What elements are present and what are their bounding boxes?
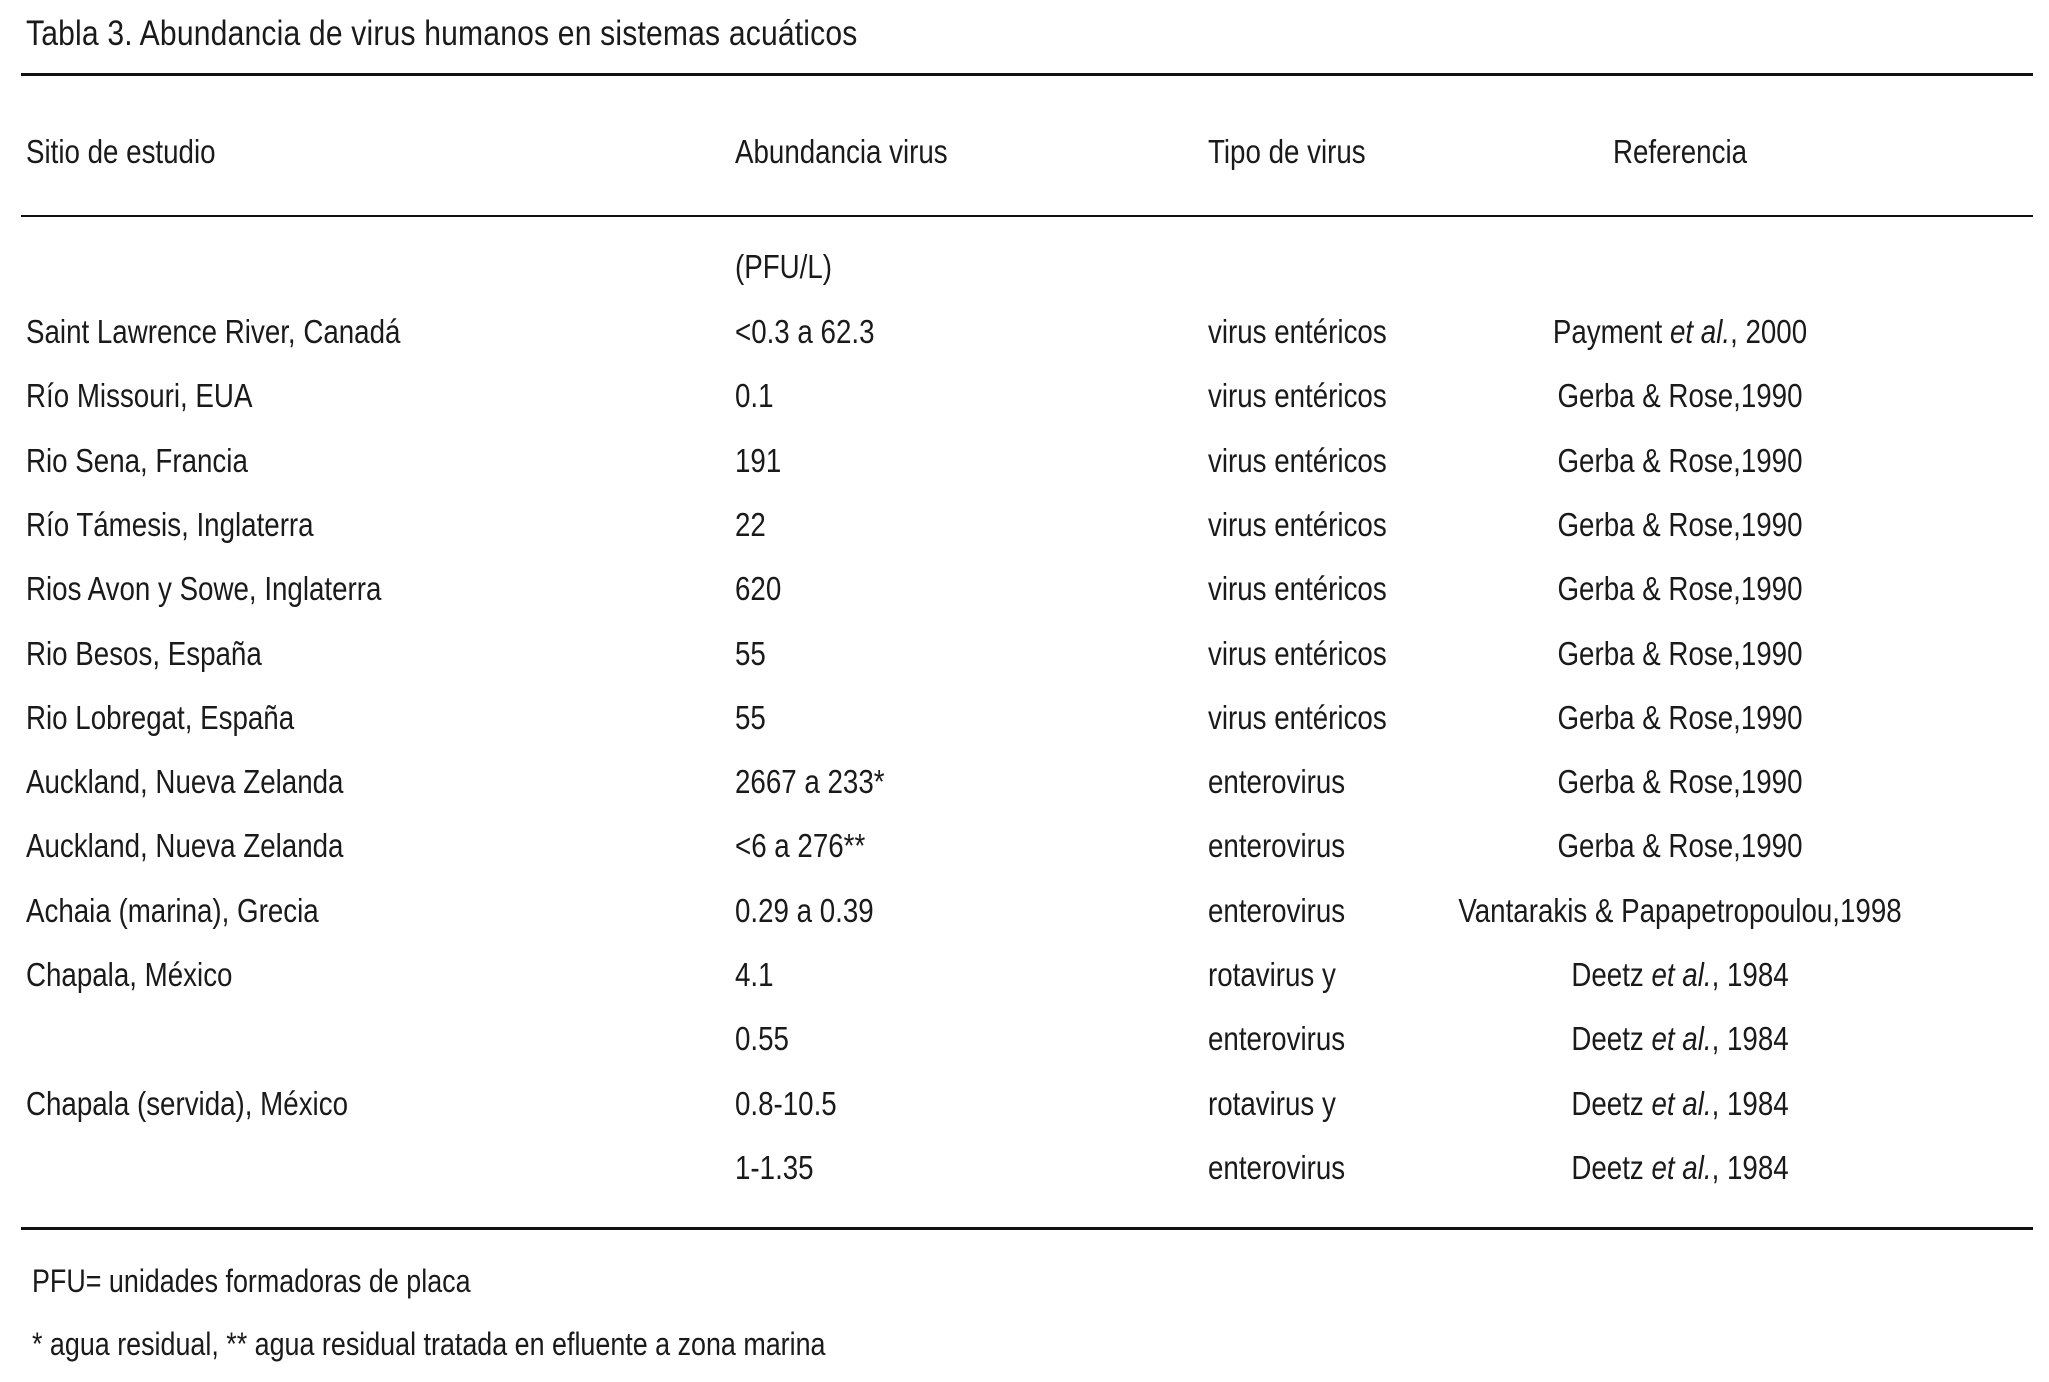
cell-type: virus entéricos — [1208, 377, 1387, 414]
table-title: Tabla 3. Abundancia de virus humanos en sistemas acuáticos — [26, 14, 858, 53]
reference-year: , 1984 — [1711, 956, 1789, 993]
reference-text — [1557, 441, 1802, 481]
abundance-units: (PFU/L) — [735, 248, 833, 285]
reference-text — [1557, 505, 1802, 545]
cell-abundance: 620 — [735, 570, 782, 607]
cell-site: Rio Besos, España — [26, 635, 262, 672]
reference-author: Payment — [1552, 313, 1663, 350]
reference-author: Gerba & Rose,1990 — [1557, 699, 1803, 736]
reference-etal: et al. — [1651, 1149, 1712, 1186]
cell-type: virus entéricos — [1208, 570, 1387, 607]
reference-author: Gerba & Rose,1990 — [1557, 442, 1803, 479]
cell-site: Auckland, Nueva Zelanda — [26, 763, 344, 800]
reference-text — [1557, 569, 1802, 609]
cell-type: enterovirus — [1208, 1149, 1346, 1186]
cell-abundance: <0.3 a 62.3 — [735, 313, 875, 350]
reference-author: Gerba & Rose,1990 — [1557, 377, 1803, 414]
reference-text — [1557, 826, 1802, 866]
reference-author: Vantarakis & Papapetropoulou,1998 — [1458, 892, 1902, 929]
cell-site: Chapala (servida), México — [26, 1085, 348, 1122]
cell-site: Auckland, Nueva Zelanda — [26, 827, 344, 864]
footnote-pfu: PFU= unidades formadoras de placa — [32, 1263, 471, 1299]
reference-author: Gerba & Rose,1990 — [1557, 506, 1803, 543]
cell-abundance: <6 a 276** — [735, 827, 866, 864]
cell-type: virus entéricos — [1208, 506, 1387, 543]
cell-abundance: 2667 a 233* — [735, 763, 885, 800]
reference-year: , 2000 — [1730, 313, 1808, 350]
reference-text — [1557, 762, 1802, 802]
bottom-rule — [21, 1227, 2033, 1230]
cell-type: virus entéricos — [1208, 635, 1387, 672]
reference-author: Gerba & Rose,1990 — [1557, 635, 1803, 672]
cell-type: virus entéricos — [1208, 442, 1387, 479]
header-site: Sitio de estudio — [26, 133, 216, 170]
cell-site: Rio Sena, Francia — [26, 442, 248, 479]
reference-year: , 1984 — [1711, 1149, 1789, 1186]
cell-type: virus entéricos — [1208, 313, 1387, 350]
reference-etal: et al. — [1651, 1085, 1712, 1122]
reference-author: Gerba & Rose,1990 — [1557, 763, 1803, 800]
reference-etal: et al. — [1651, 956, 1712, 993]
reference-text — [1571, 1019, 1788, 1059]
cell-type: enterovirus — [1208, 892, 1346, 929]
top-rule — [21, 73, 2033, 76]
reference-text — [1571, 955, 1788, 995]
cell-abundance: 22 — [735, 506, 766, 543]
cell-site: Chapala, México — [26, 956, 233, 993]
cell-type: enterovirus — [1208, 827, 1346, 864]
reference-year: , 1984 — [1711, 1085, 1789, 1122]
reference-text — [1553, 312, 1807, 352]
cell-site: Rio Lobregat, España — [26, 699, 295, 736]
header-abundance: Abundancia virus — [735, 133, 948, 170]
cell-abundance: 0.8-10.5 — [735, 1085, 837, 1122]
cell-type: enterovirus — [1208, 1020, 1346, 1057]
cell-type: enterovirus — [1208, 763, 1346, 800]
cell-abundance: 0.29 a 0.39 — [735, 892, 874, 929]
reference-text — [1571, 1084, 1788, 1124]
reference-author: Deetz — [1571, 956, 1644, 993]
cell-type: virus entéricos — [1208, 699, 1387, 736]
cell-abundance: 191 — [735, 442, 782, 479]
header-rule — [21, 215, 2033, 217]
reference-etal: et al. — [1651, 1020, 1712, 1057]
cell-abundance: 4.1 — [735, 956, 774, 993]
reference-year: , 1984 — [1711, 1020, 1789, 1057]
cell-abundance: 1-1.35 — [735, 1149, 814, 1186]
footnote-asterisks: * agua residual, ** agua residual tratada en efluente a zona marina — [32, 1326, 826, 1362]
cell-type: rotavirus y — [1208, 1085, 1336, 1122]
cell-abundance: 55 — [735, 699, 766, 736]
reference-text — [1557, 698, 1802, 738]
reference-etal: et al. — [1669, 313, 1731, 350]
header-type: Tipo de virus — [1208, 133, 1366, 170]
reference-text — [1571, 1148, 1788, 1188]
reference-text — [1557, 634, 1802, 674]
reference-text — [1557, 376, 1802, 416]
header-reference-label: Referencia — [1612, 133, 1748, 170]
cell-site: Saint Lawrence River, Canadá — [26, 313, 401, 350]
cell-abundance: 0.55 — [735, 1020, 789, 1057]
cell-abundance: 0.1 — [735, 377, 774, 414]
cell-site: Río Missouri, EUA — [26, 377, 253, 414]
reference-text — [1458, 891, 1901, 931]
cell-site: Río Támesis, Inglaterra — [26, 506, 314, 543]
reference-author: Deetz — [1571, 1149, 1644, 1186]
cell-site: Rios Avon y Sowe, Inglaterra — [26, 570, 382, 607]
reference-author: Deetz — [1571, 1020, 1644, 1057]
reference-author: Deetz — [1571, 1085, 1644, 1122]
reference-author: Gerba & Rose,1990 — [1557, 570, 1803, 607]
reference-author: Gerba & Rose,1990 — [1557, 827, 1803, 864]
cell-type: rotavirus y — [1208, 956, 1336, 993]
cell-abundance: 55 — [735, 635, 766, 672]
cell-site: Achaia (marina), Grecia — [26, 892, 319, 929]
